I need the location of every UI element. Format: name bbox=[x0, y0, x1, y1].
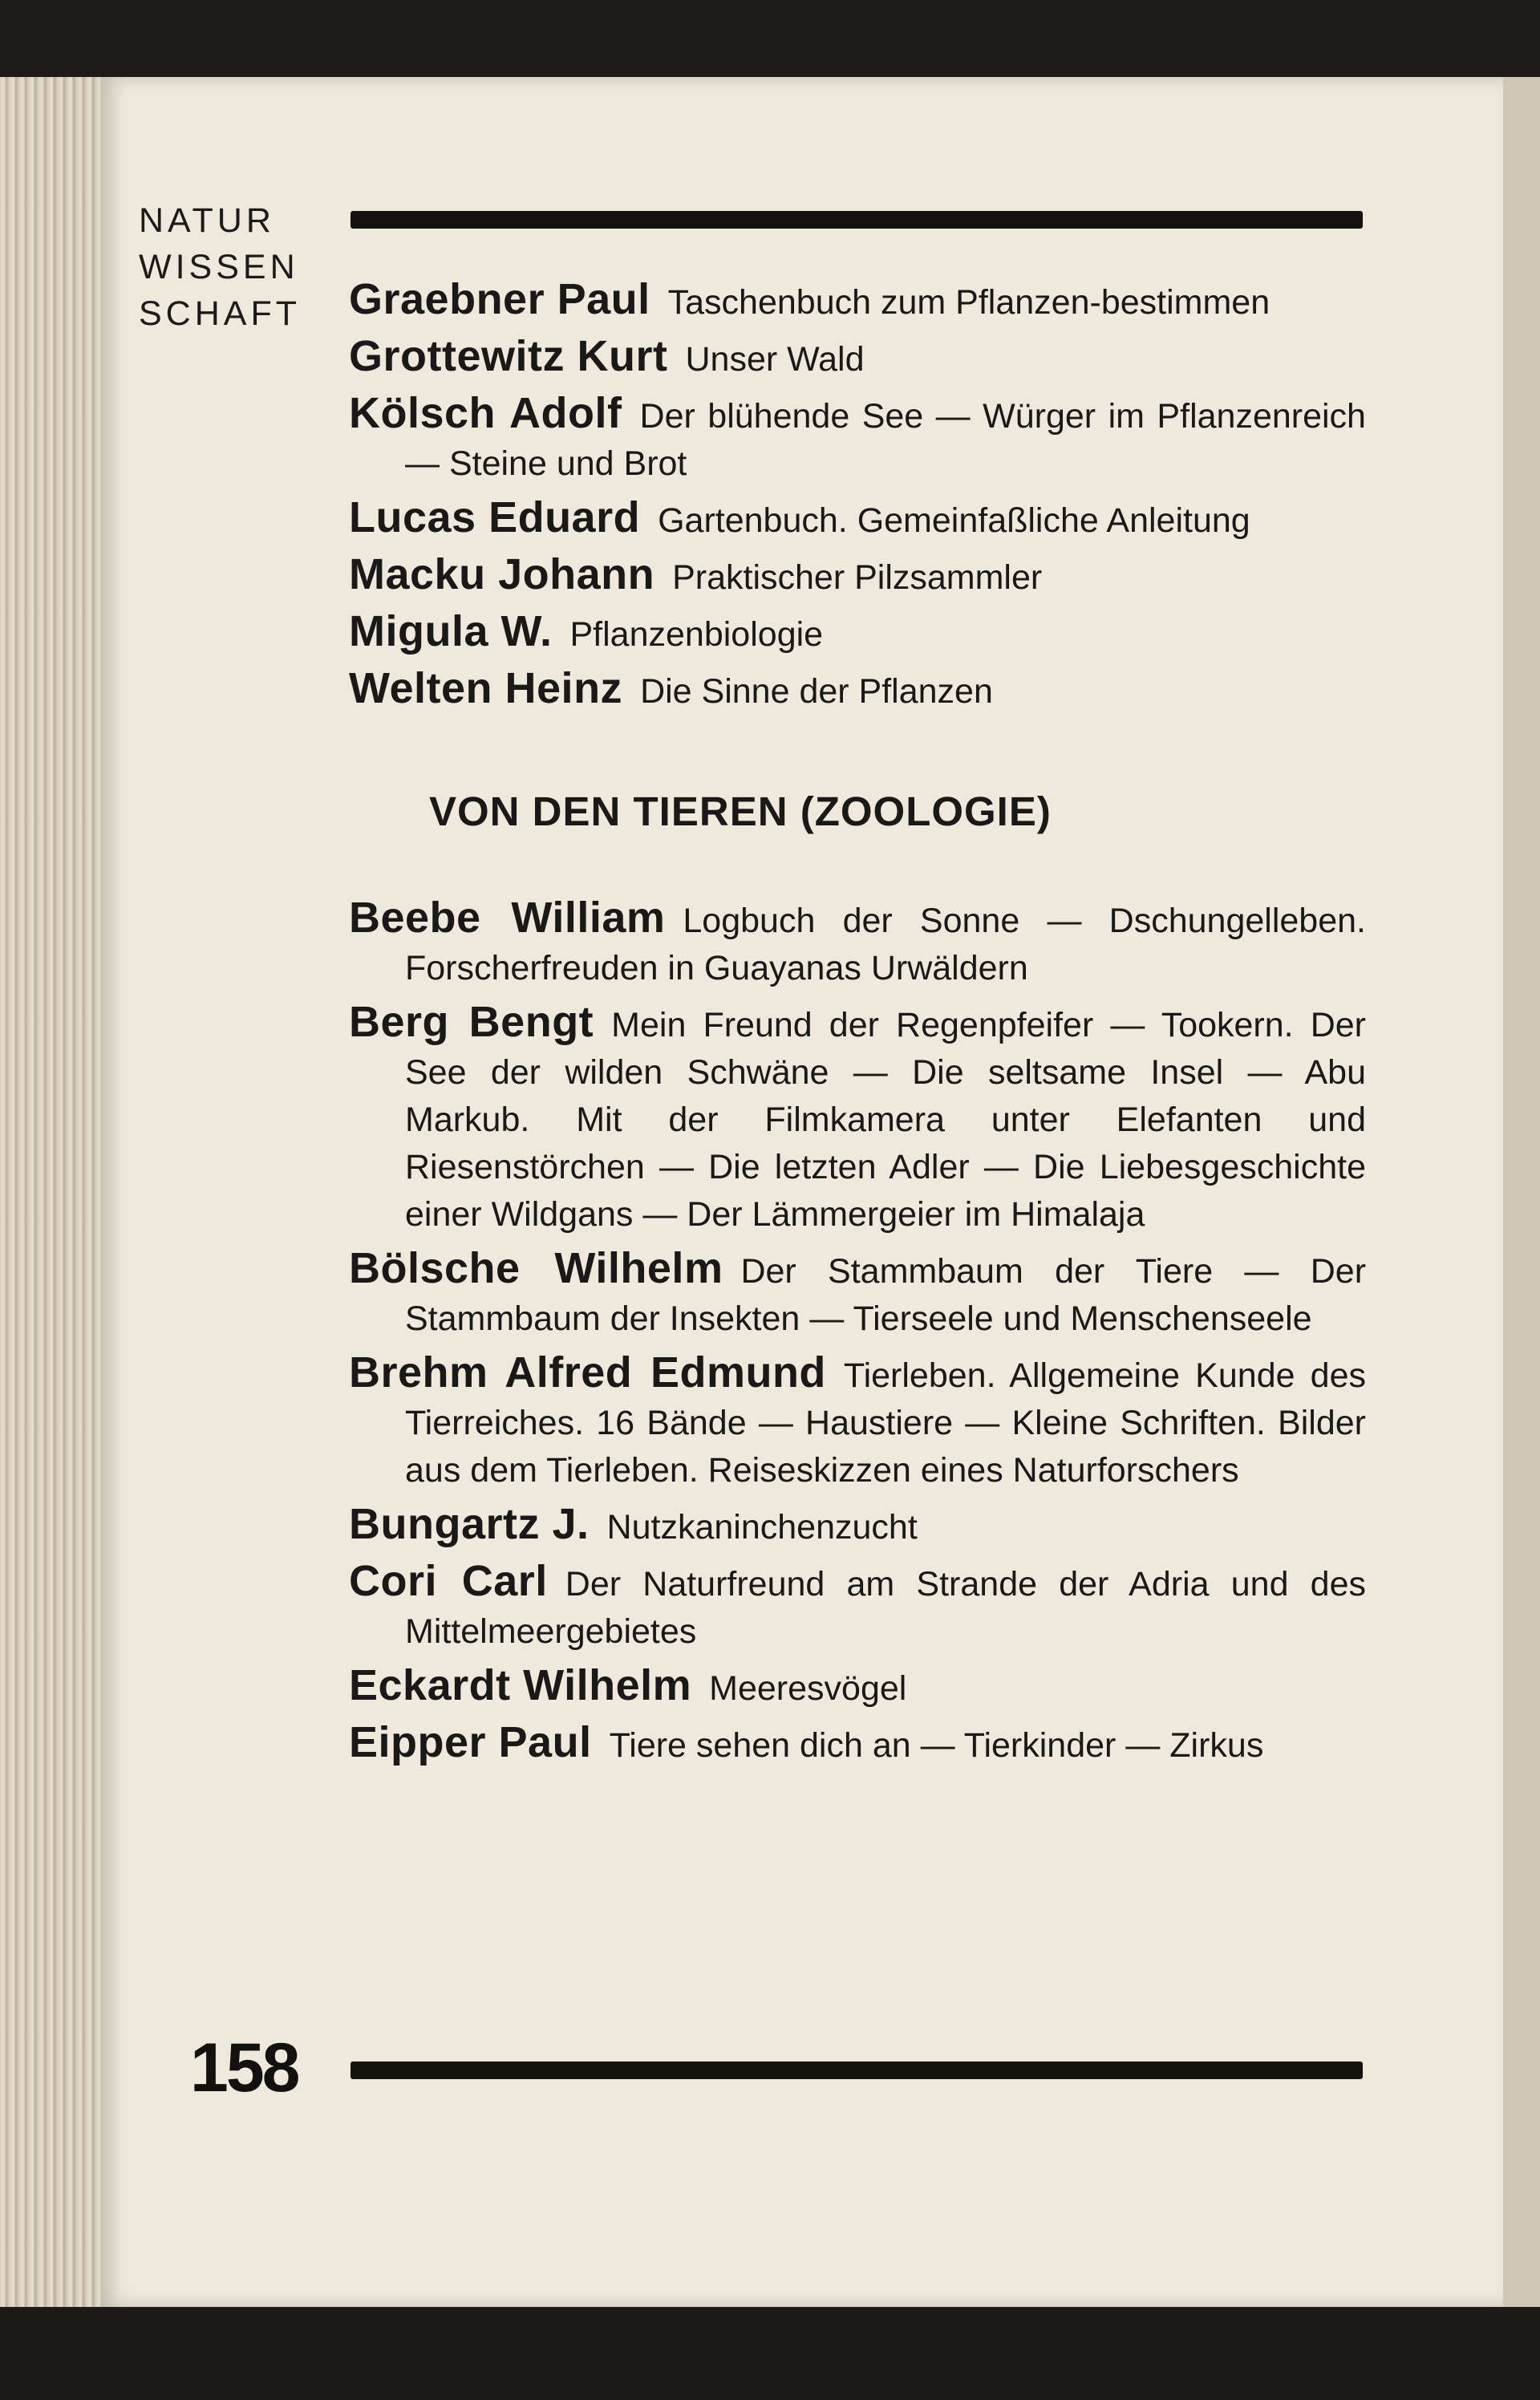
bibliography-entry bbox=[349, 1662, 1366, 1713]
entry-author: Eckardt Wilhelm bbox=[349, 1661, 692, 1709]
entry-author: Migula W. bbox=[349, 607, 553, 655]
bibliography-entry bbox=[349, 276, 1366, 326]
entry-works: Nutzkaninchenzucht bbox=[606, 1508, 918, 1547]
bibliography-content bbox=[349, 276, 1366, 1776]
plants-entry-list bbox=[349, 276, 1366, 716]
bibliography-entry bbox=[349, 1558, 1366, 1656]
bibliography-entry bbox=[349, 1349, 1366, 1494]
bibliography-entry bbox=[349, 1501, 1366, 1551]
entry-works: Mein Freund der Regenpfeifer — Tookern. Der See der wilden Schwäne — Die seltsame Insel — Abu Markub. Mit der Filmkamera unter Elefanten und Riesenstörchen — Die letzten Adler — Die Liebesgeschichte einer Wildgans — Der Lämmergeier im Himalaja bbox=[405, 1006, 1366, 1234]
bibliography-entry bbox=[349, 894, 1366, 992]
entry-works: Der Stammbaum der Tiere — Der Stammbaum der Insekten — Tierseele und Menschenseele bbox=[405, 1252, 1367, 1338]
bibliography-entry bbox=[349, 551, 1366, 602]
section-label-line: WISSEN bbox=[139, 248, 299, 286]
bibliography-entry bbox=[349, 608, 1366, 659]
entry-author: Graebner Paul bbox=[349, 275, 650, 323]
book-page-edges bbox=[0, 77, 100, 2307]
scan-background-top bbox=[0, 0, 1540, 77]
book-right-edge bbox=[1503, 77, 1540, 2307]
bibliography-entry bbox=[349, 999, 1366, 1239]
animals-entry-list bbox=[349, 894, 1366, 1770]
entry-works: Meeresvögel bbox=[709, 1669, 907, 1708]
entry-author: Lucas Eduard bbox=[349, 493, 641, 541]
entry-author: Eipper Paul bbox=[349, 1718, 592, 1766]
bibliography-entry bbox=[349, 1719, 1366, 1770]
entry-works: Der Naturfreund am Strande der Adria und des Mittelmeergebietes bbox=[405, 1565, 1366, 1651]
entry-works: Die Sinne der Pflanzen bbox=[640, 672, 993, 711]
entry-works: Praktischer Pilzsammler bbox=[672, 558, 1043, 597]
page-number: 158 bbox=[190, 2029, 298, 2106]
entry-works: Taschenbuch zum Pflanzen-bestimmen bbox=[667, 283, 1270, 322]
entry-works: Gartenbuch. Gemeinfaßliche Anleitung bbox=[658, 501, 1250, 540]
entry-works: Logbuch der Sonne — Dschungelleben. Forscherfreuden in Guayanas Urwäldern bbox=[405, 902, 1366, 987]
bibliography-entry bbox=[349, 333, 1366, 383]
entry-author: Kölsch Adolf bbox=[349, 389, 622, 437]
entry-works: Pflanzenbiologie bbox=[569, 615, 824, 654]
entry-author: Brehm Alfred Edmund bbox=[349, 1348, 826, 1397]
footer-rule bbox=[351, 2061, 1363, 2079]
entry-author: Cori Carl bbox=[349, 1557, 548, 1605]
book-page bbox=[100, 77, 1503, 2307]
entry-author: Bungartz J. bbox=[349, 1500, 590, 1548]
entry-author: Beebe William bbox=[349, 894, 666, 942]
entry-author: Macku Johann bbox=[349, 550, 655, 598]
section-heading: VON DEN TIEREN (ZOOLOGIE) bbox=[429, 789, 1052, 834]
section-label-line: NATUR bbox=[139, 201, 275, 240]
entry-works: Tierleben. Allgemeine Kunde des Tierreiches. 16 Bände — Haustiere — Kleine Schriften. Bilder aus dem Tierleben. Reiseskizzen eines Naturforschers bbox=[405, 1356, 1366, 1490]
entry-works: Der blühende See — Würger im Pflanzenreich — Steine und Brot bbox=[405, 397, 1366, 483]
section-label bbox=[139, 197, 339, 337]
entry-author: Grottewitz Kurt bbox=[349, 332, 668, 380]
scan-background-bottom bbox=[0, 2307, 1540, 2400]
bibliography-entry bbox=[349, 665, 1366, 716]
entry-author: Bölsche Wilhelm bbox=[349, 1244, 723, 1292]
bibliography-entry bbox=[349, 390, 1366, 488]
bibliography-entry bbox=[349, 1245, 1366, 1343]
section-label-line: SCHAFT bbox=[139, 294, 301, 333]
entry-author: Berg Bengt bbox=[349, 998, 594, 1046]
bibliography-entry bbox=[349, 494, 1366, 545]
entry-works: Tiere sehen dich an — Tierkinder — Zirkus bbox=[609, 1726, 1264, 1765]
entry-author: Welten Heinz bbox=[349, 664, 623, 712]
entry-works: Unser Wald bbox=[685, 340, 865, 379]
header-rule bbox=[351, 211, 1363, 229]
